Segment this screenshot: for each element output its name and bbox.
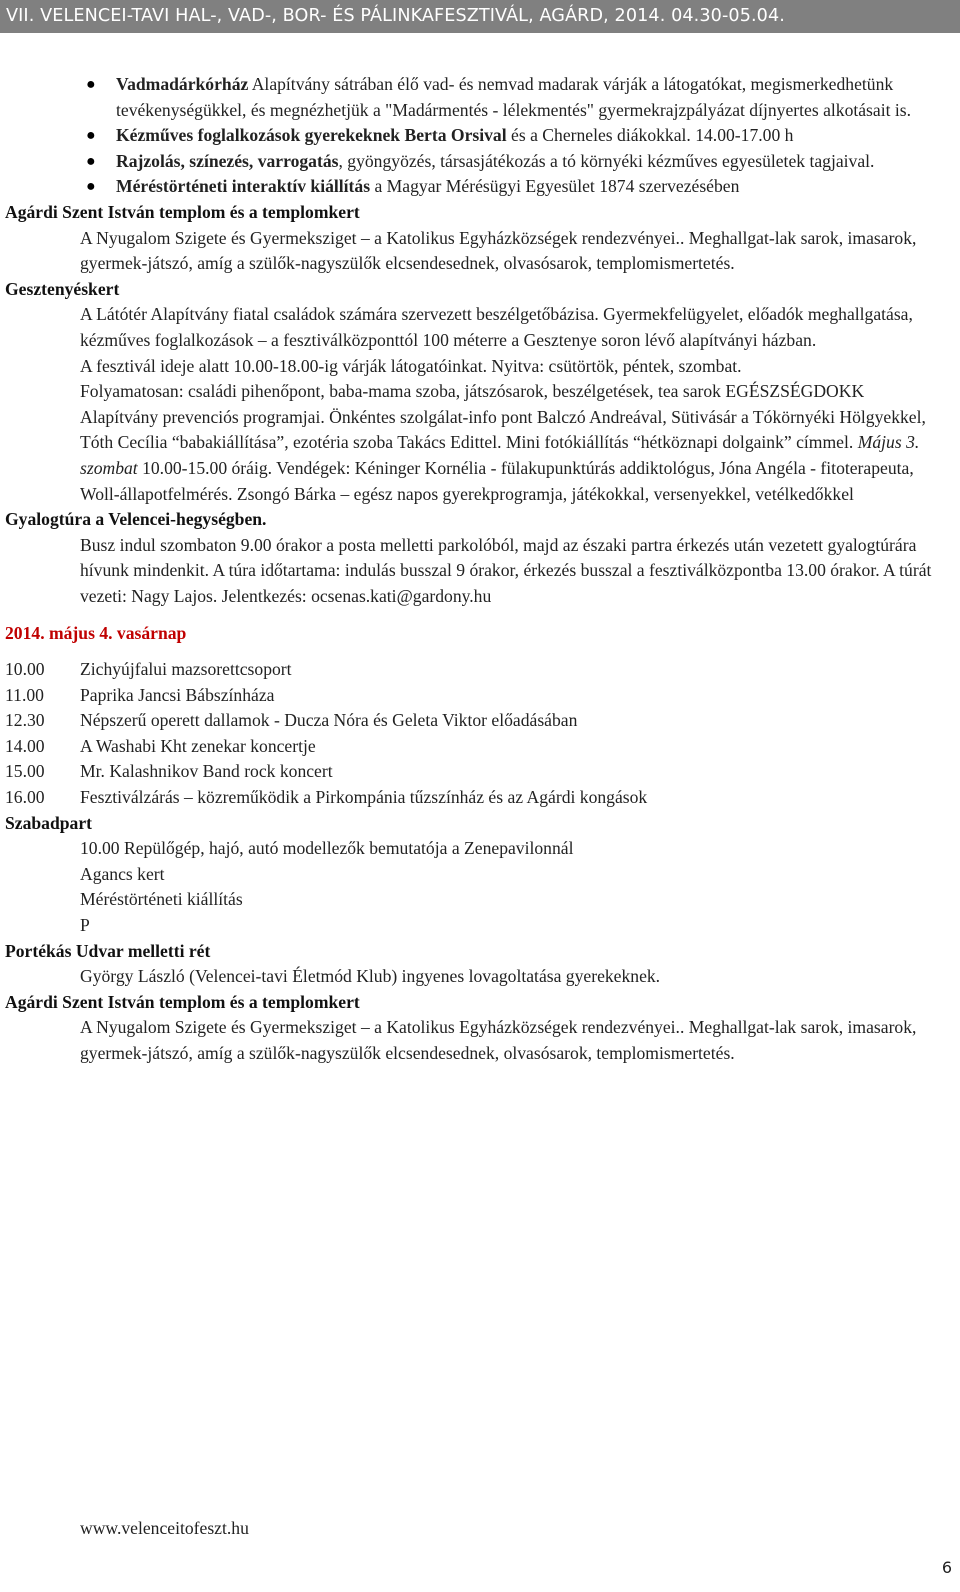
bullet-bold: Kézműves foglalkozások gyerekeknek Berta Orsival xyxy=(116,125,507,146)
gesztenye-program-guests: 10.00-15.00 óráig. Vendégek: Kéninger Kornélia - fülakupunktúrás addiktológus, Jóna Angéla - fitoterapeuta, Woll-állapotfelmérés. Zsongó Bárka – egész napos gyerekprogramja, játékokkal, versenyekkel, vetélkedőkkel xyxy=(80,457,914,504)
schedule-time: 10.00 xyxy=(5,659,45,680)
szabadpart-line: 10.00 Repülőgép, hajó, autó modellezők bemutatója a Zenepavilonnál xyxy=(80,838,574,859)
bullet-icon: ● xyxy=(86,152,96,170)
footer-website-link[interactable]: www.velenceitofeszt.hu xyxy=(80,1518,249,1538)
page-header xyxy=(0,0,960,33)
szabadpart-line: Méréstörténeti kiállítás xyxy=(80,889,243,910)
schedule-row xyxy=(5,785,960,811)
schedule-row xyxy=(5,708,960,734)
gesztenye-program-text: Folyamatosan: családi pihenőpont, baba-mama szoba, játszósarok, beszélgetések, tea sarok EGÉSZSÉGDOKK Alapítvány prevenciós programjai. Önkéntes szolgálat-info pont Balczó Andreával, Sütivásár a Tókörnyéki Hölgyekkel, Tóth Cecília “babakiállítása”, ezotéria szoba Takács Edittel. Mini fotókiállítás “hétköznapi dolgaink” címmel. xyxy=(80,381,926,453)
page-number: 6 xyxy=(941,1558,952,1577)
bullet-item xyxy=(0,174,960,200)
day-title: 2014. május 4. vasárnap xyxy=(5,623,187,644)
bullet-bold: Rajzolás, színezés, varrogatás xyxy=(116,150,339,171)
schedule-time: 12.30 xyxy=(5,710,45,731)
bullet-text: a Magyar Mérésügyi Egyesület 1874 szervezésében xyxy=(370,176,740,197)
schedule-row xyxy=(5,657,960,683)
gesztenye-program-date: Május 3. szombat xyxy=(80,432,920,478)
schedule-time: 15.00 xyxy=(5,761,45,782)
schedule-list xyxy=(0,657,960,811)
bullet-text: , gyöngyözés, társasjátékozás a tó környéki kézműves egyesületek tagjaival. xyxy=(338,150,875,171)
szabadpart-line: P xyxy=(80,915,90,935)
gesztenye-program xyxy=(0,379,960,507)
section-text-portekas: György László (Velencei-tavi Életmód Klub) ingyenes lovagoltatása gyerekeknek. xyxy=(80,966,661,987)
schedule-event: Paprika Jancsi Bábszínháza xyxy=(80,684,275,705)
szabadpart-line: Agancs kert xyxy=(80,863,165,884)
section-text-agardi-2: A Nyugalom Szigete és Gyermeksziget – a Katolikus Egyházközségek rendezvényei.. Meghallgat-lak sarok, imasarok, gyermek-játszó, amíg a szülők-nagyszülők elcsendesednek, olvasósarok, templomismertetés. xyxy=(80,1017,917,1063)
section-heading-gesztenyeskert: Gesztenyéskert xyxy=(5,278,120,299)
section-text-agardi: A Nyugalom Szigete és Gyermeksziget – a Katolikus Egyházközségek rendezvényei.. Meghallgat-lak sarok, imasarok, gyermek-játszó, amíg a szülők-nagyszülők elcsendesednek, olvasósarok, templomismertetés. xyxy=(80,227,917,274)
bullet-item xyxy=(0,123,960,149)
bullet-item xyxy=(0,149,960,175)
bullet-bold: Vadmadárkórház xyxy=(116,74,249,94)
section-heading-agardi-2: Agárdi Szent István templom és a templomkert xyxy=(5,991,360,1012)
schedule-event: Népszerű operett dallamok - Ducza Nóra és Geleta Viktor előadásában xyxy=(80,710,578,731)
schedule-row xyxy=(5,734,960,760)
bullet-text: és a Cherneles diákokkal. 14.00-17.00 h xyxy=(506,125,794,146)
section-heading-szabadpart: Szabadpart xyxy=(5,812,93,833)
section-heading-gyalogtura: Gyalogtúra a Velencei-hegységben. xyxy=(5,509,267,530)
schedule-time: 14.00 xyxy=(5,735,45,756)
schedule-time: 11.00 xyxy=(5,684,44,705)
schedule-event: Zichyújfalui mazsorettcsoport xyxy=(80,659,292,680)
header-title: VII. VELENCEI-TAVI HAL-, VAD-, BOR- ÉS PÁLINKAFESZTIVÁL, AGÁRD, 2014. 04.30-05.04. xyxy=(6,6,785,26)
bullet-bold: Méréstörténeti interaktív kiállítás xyxy=(116,176,371,197)
schedule-event: Fesztiválzárás – közreműködik a Pirkompánia tűzszínház és az Agárdi kongások xyxy=(80,787,648,808)
document-body xyxy=(0,72,960,1067)
schedule-row xyxy=(5,759,960,785)
bullet-text: Alapítvány sátrában élő vad- és nemvad madarak várják a látogatókat, megismerkedhetünk tevékenységükkel, és megnézhetjük a "Madármentés - lélekmentés" gyermekrajzpályázat díjnyertes alkotásait is. xyxy=(116,74,912,120)
section-text-gyalogtura: Busz indul szombaton 9.00 órakor a posta melletti parkolóból, majd az északi partra érkezés után vezetett gyalogtúrára hívunk mindenkit. A túra időtartama: indulás busszal 9 órakor, érkezés busszal a fesztiválközpontba 13.00 órakor. A túrát vezeti: Nagy Lajos. Jelentkezés: ocsenas.kati@gardony.hu xyxy=(80,534,932,606)
schedule-row xyxy=(5,683,960,709)
bullet-icon: ● xyxy=(86,76,96,93)
bullet-icon: ● xyxy=(86,127,96,145)
gesztenye-hours: A fesztivál ideje alatt 10.00-18.00-ig várják látogatóinkat. Nyitva: csütörtök, péntek, szombat. xyxy=(80,355,742,376)
section-heading-portekas: Portékás Udvar melletti rét xyxy=(5,940,211,961)
bullet-item xyxy=(0,72,960,123)
bullet-icon: ● xyxy=(86,178,96,196)
schedule-event: A Washabi Kht zenekar koncertje xyxy=(80,735,316,756)
schedule-time: 16.00 xyxy=(5,787,45,808)
gesztenye-paragraph: A Látótér Alapítvány fiatal családok számára szervezett beszélgetőbázisa. Gyermekfelügyelet, előadók meghallgatása, kézműves foglalkozások – a fesztiválközponttól 100 méterre a Gesztenye soron lévő alapítványi házban. xyxy=(80,304,913,350)
section-heading-agardi: Agárdi Szent István templom és a templomkert xyxy=(5,201,360,222)
schedule-event: Mr. Kalashnikov Band rock koncert xyxy=(80,761,333,782)
